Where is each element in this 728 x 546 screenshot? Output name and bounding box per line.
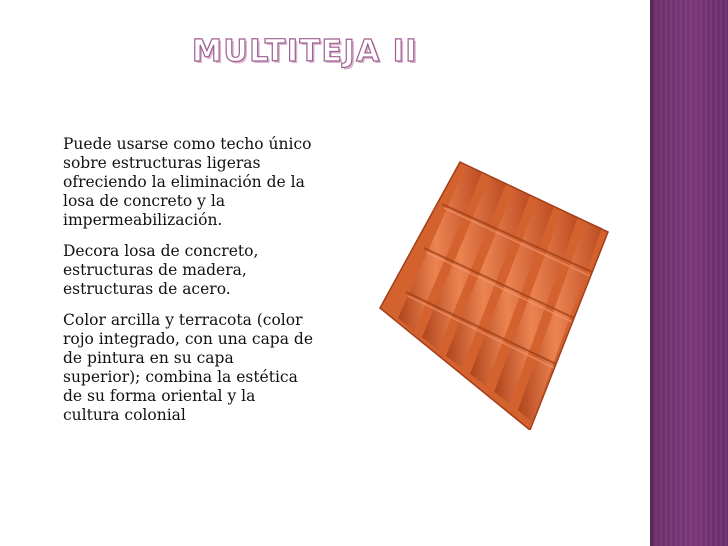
slide-title: MULTITEJA II	[192, 34, 419, 69]
paragraph-decoration: Decora losa de concreto, estructuras de madera, estructuras de acero.	[63, 242, 259, 298]
paragraph-color: Color arcilla y terracota (color rojo integrado, con una capa de de pintura en su capa superior); combina la estética de su forma oriental y la cultura colonial	[63, 311, 313, 424]
body-text	[63, 135, 313, 437]
paragraph-usage: Puede usarse como techo único sobre estructuras ligeras ofreciendo la eliminación de la losa de concreto y la impermeabilización.	[63, 135, 312, 229]
roof-tile-icon	[378, 158, 610, 430]
side-accent-texture	[650, 0, 728, 546]
